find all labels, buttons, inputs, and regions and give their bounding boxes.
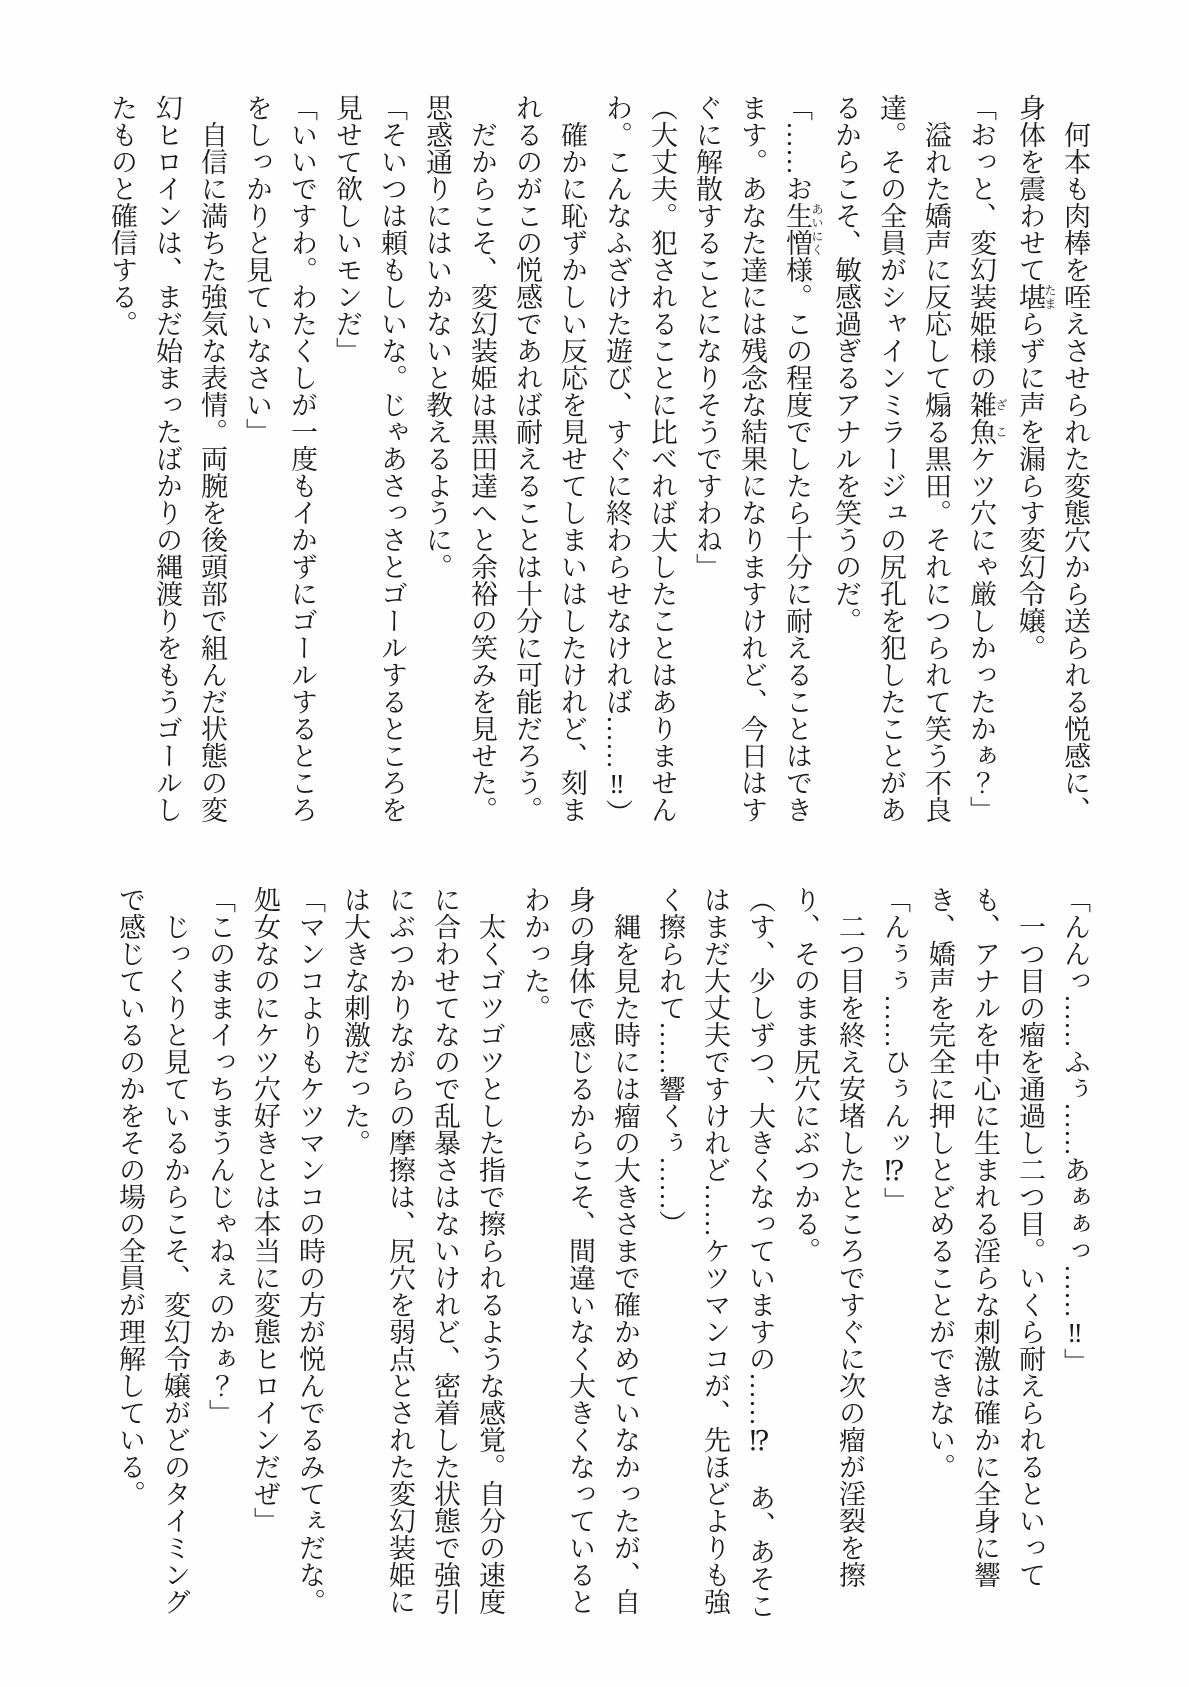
furigana: あいにく [810, 202, 824, 256]
paragraph: 縄を見た時には瘤の大きさまで確かめていなかったが、自身の身体で感じるからこそ、間違いなく大きくなっているとわかった。 [520, 886, 640, 1615]
ruby-annotated-word: 雑魚ざこ [966, 391, 1008, 445]
paragraph: 「んんっ……ふぅ……あぁぁっ……‼」 [1060, 886, 1090, 1375]
furigana: たま [1043, 283, 1057, 310]
paragraph: 「んぅぅ……ひぅんッ⁉」 [880, 886, 910, 1214]
top-text-block [99, 94, 1097, 834]
paragraph: じっくりと見ているからこそ、変幻令嬢がどのタイミングで感じているのかをその場の全員が理解している。 [115, 886, 190, 1615]
paragraph: 確かに恥ずかしい反応を見せてしまいはしたけれど、刻まれるのがこの悦感であれば耐えることは十分に可能だろう。 [512, 94, 587, 823]
paragraph: 「……お生憎あいにく様。この程度でしたら十分に耐えることはできます。あなた達には残念な結果になりますけれど、今日はすぐに解散することになりそうですわね」 [692, 94, 824, 823]
paragraph: だからこそ、変幻装姫は黒田達へと余裕の笑みを見せた。思惑通りにはいかないと教えるように。 [422, 94, 497, 823]
paragraph: 何本も肉棒を咥えさせられた変態穴から送られる悦感に、身体を震わせて堪たまらずに声を漏らす変幻令嬢。 [1015, 94, 1090, 823]
paragraph: 二つ目を終え安堵したところですぐに次の瘤が淫裂を擦り、そのまま尻穴にぶつかる。 [790, 886, 865, 1588]
paragraph: 「おっと、変幻装姫様の雑魚ざこケツ穴にゃ厳しかったかぁ？」 [966, 94, 1008, 823]
paragraph: （す、少しずつ、大きくなっていますの……⁉ あ、あそこはまだ大丈夫ですけれど……ケツマンコが、先ほどよりも強く擦られて……響くぅ……） [655, 886, 775, 1619]
ruby-annotated-word: 生憎あいにく [782, 202, 824, 256]
paragraph: 太くゴツゴツとした指で擦られるような感覚。自分の速度に合わせてなので乱暴さはないけれど、密着した状態で強引にぶつかりながらの摩擦は、尻穴を弱点とされた変幻装姫には大きな刺激だった。 [340, 886, 505, 1615]
paragraph: 「いいですわ。わたくしが一度もイかずにゴールするところをしっかりと見ていなさい」 [242, 94, 317, 823]
paragraph: 「このままイっちまうんじゃねぇのかぁ？」 [205, 886, 235, 1426]
paragraph: 自信に満ちた強気な表情。両腕を後頭部で組んだ状態の変幻ヒロインは、まだ始まったばかりの縄渡りをもうゴールしたものと確信する。 [107, 94, 227, 823]
paragraph: 「そいつは頼もしいな。じゃあさっさとゴールするところを見せて欲しいモンだ」 [332, 94, 407, 823]
ruby-annotated-word: 堪たま [1015, 283, 1057, 310]
furigana: ざこ [994, 391, 1008, 445]
paragraph: 一つ目の瘤を通過し二つ目。いくら耐えられるといっても、アナルを中心に生まれる淫らな刺激は確かに全身に響き、嬌声を完全に押しとどめることができない。 [925, 886, 1045, 1588]
paragraph: （大丈夫。犯されることに比べれば大したことはありませんわ。こんなふざけた遊び、すぐに終わらせなければ……‼） [602, 94, 677, 826]
paragraph: 「マンコよりもケツマンコの時の方が悦んでるみてぇだな。処女なのにケツ穴好きとは本当に変態ヒロインだぜ」 [250, 886, 325, 1615]
bottom-text-block [107, 886, 1097, 1626]
paragraph: 溢れた嬌声に反応して煽る黒田。それにつられて笑う不良達。その全員がシャインミラージュの尻孔を犯したことがあるからこそ、敏感過ぎるアナルを笑うのだ。 [831, 94, 951, 823]
